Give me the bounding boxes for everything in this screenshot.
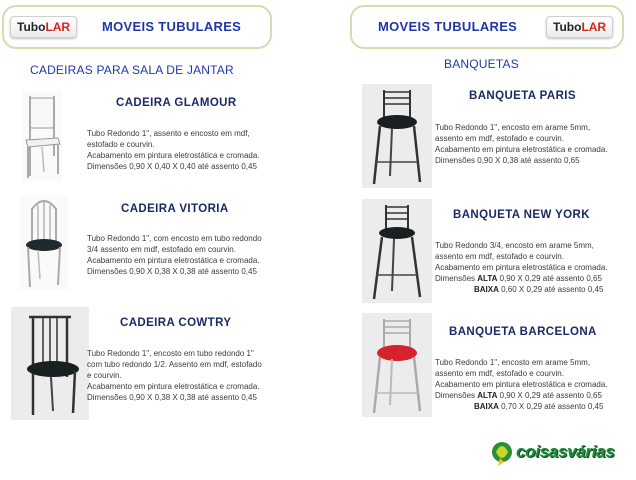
banqueta-new-york-desc: Tubo Redondo 3/4, encosto em arame 5mm, assento em mdf, estofado e courvin. Acabamento em pintura eletrostática e cromada. Dimensões ALTA 0,90 X 0,29 até assento 0,65 BAIXA 0,60 X 0,29 até assento 0,45 [435,241,608,294]
cadeira-glamour-photo [22,92,62,180]
right-header-title: MOVEIS TUBULARES [378,19,518,34]
right-section-title: BANQUETAS [444,57,519,71]
cadeira-glamour-name: CADEIRA GLAMOUR [116,97,237,109]
cadeira-glamour-desc: Tubo Redondo 1", assento e encosto em mdf, estofado e courvin. Acabamento em pintura eletrostática e cromada. Dimensões 0,90 X 0,40 X 0,40 até assento 0,45 [87,129,260,171]
cadeira-vitoria-name: CADEIRA VITORIA [121,203,229,215]
banqueta-paris-photo [362,84,432,188]
left-header-title: MOVEIS TUBULARES [102,19,242,34]
banqueta-paris-desc: Tubo Redondo 1", encosto em arame 5mm, assento em mdf, estofado e courvin. Acabamento em pintura eletrostática e cromada. Dimensões 0,90 X 0,38 até assento 0,65 [435,123,608,165]
cadeira-vitoria-desc: Tubo Redondo 1", com encosto em tubo redondo 3/4 assento em mdf, estofado em courvin. Acabamento em pintura eletrostática e cromada. Dimensões 0,90 X 0,38 X 0,38 até assento 0,45 [87,234,262,276]
cadeira-cowtry-name: CADEIRA COWTRY [120,317,232,329]
banqueta-new-york-name: BANQUETA NEW YORK [453,209,590,221]
coisasvarias-watermark: coisasvárias [516,442,615,461]
banqueta-barcelona-desc: Tubo Redondo 1", encosto em arame 5mm, assento em mdf, estofado e courvin. Acabamento em pintura eletrostática e cromada. Dimensões ALTA 0,90 X 0,29 até assento 0,65 BAIXA 0,70 X 0,29 até assento 0,45 [435,358,608,411]
banqueta-barcelona-photo [362,313,432,417]
banqueta-paris-name: BANQUETA PARIS [469,90,576,102]
cadeira-cowtry-desc: Tubo Redondo 1", encosto em tubo redondo 1" com tubo redondo 1/2. Assento em mdf, estofado e courvin. Acabamento em pintura eletrostática e cromada. Dimensões 0,90 X 0,38 X 0,38 até assento 0,45 [87,349,262,402]
tubolar-logo: TuboLAR [10,16,77,38]
left-header-box [2,5,272,49]
left-section-title: CADEIRAS PARA SALA DE JANTAR [30,63,234,77]
cadeira-cowtry-photo [11,307,89,420]
banqueta-barcelona-name: BANQUETA BARCELONA [449,326,597,338]
cadeira-vitoria-photo [20,195,68,290]
right-header-box [350,5,624,49]
banqueta-new-york-photo [362,199,432,303]
tubolar-logo: TuboLAR [546,16,613,38]
